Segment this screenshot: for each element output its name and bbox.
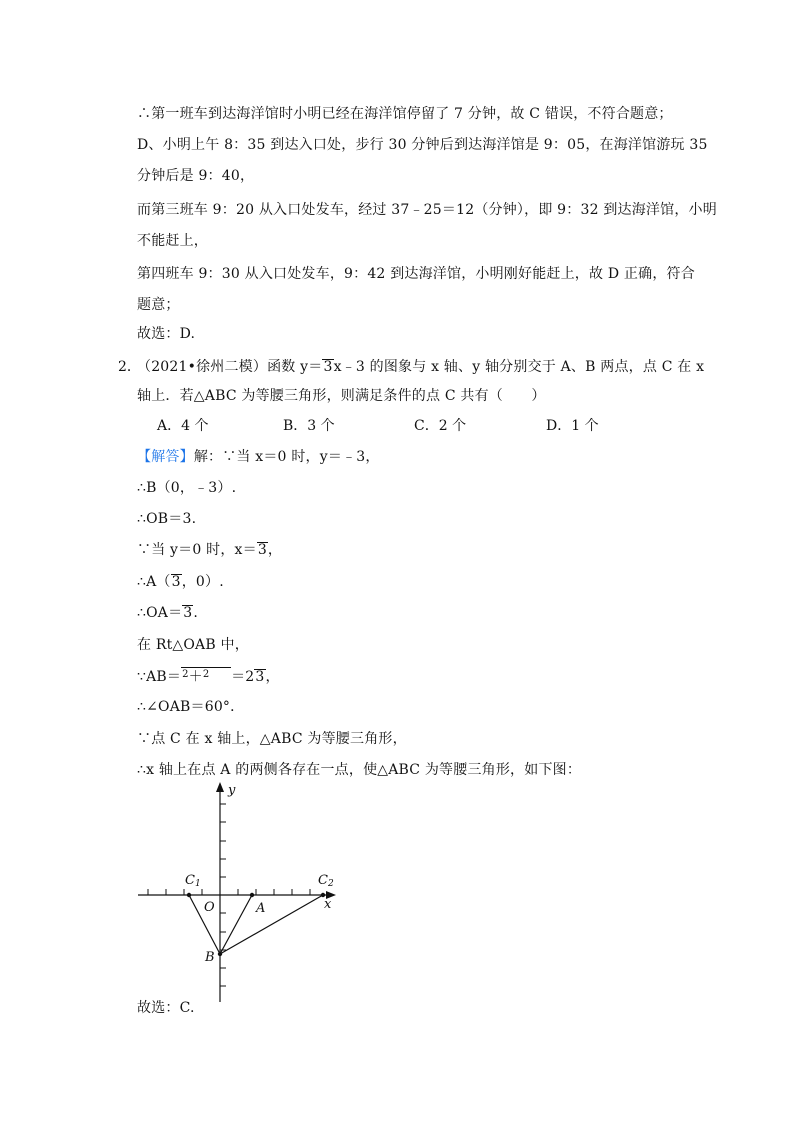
solution-text: 解：∵当 x＝0 时，y＝﹣3， <box>193 449 380 465</box>
solution-line: ∴B（0，﹣3）. <box>137 480 237 496</box>
superscript: 2 <box>182 669 189 680</box>
option-b: B．3 个 <box>283 418 335 434</box>
option-d: D．1 个 <box>546 418 599 434</box>
solution-line: ∵点 C 在 x 轴上，△ABC 为等腰三角形， <box>137 731 407 747</box>
text-line: D、小明上午 8：35 到达入口处，步行 30 分钟后到达海洋馆是 9：05，在海洋馆游玩 35 <box>137 137 708 153</box>
sqrt-expression <box>181 667 231 684</box>
label-b: B <box>205 950 215 965</box>
text-line: 故选：D. <box>137 326 196 342</box>
sqrt-value: 3 <box>183 605 193 621</box>
text-line: 题意； <box>137 297 180 313</box>
solution-text: ，0）. <box>181 574 224 590</box>
text-line: 第四班车 9：30 从入口处发车，9：42 到达海洋馆，小明刚好能赶上，故 D 正确，符合 <box>137 266 695 282</box>
label-y: y <box>228 783 236 798</box>
solution-text: ＝2 <box>231 669 255 685</box>
label-a: A <box>256 901 266 916</box>
y-axis-arrow <box>216 782 224 792</box>
label-o: O <box>204 900 215 915</box>
stem-part: （2021•徐州二模）函数 y＝ <box>137 359 323 375</box>
option-a: A．4 个 <box>157 418 209 434</box>
sqrt-value: 3 <box>323 359 333 375</box>
final-answer: 故选：C. <box>137 1000 195 1016</box>
solution-line <box>137 604 198 622</box>
solution-line: ∴x 轴上在点 A 的两侧各存在一点，使△ABC 为等腰三角形，如下图： <box>137 762 582 778</box>
x-axis-ticks <box>148 889 310 895</box>
solution-text: ∵当 y＝0 时，x＝ <box>137 542 257 558</box>
plus-sign: ＋ <box>188 669 203 685</box>
solution-line: ∴∠OAB＝60°． <box>137 699 245 715</box>
solution-line: ∴OB＝3. <box>137 511 197 527</box>
superscript: 2 <box>202 669 210 680</box>
stem-part: x﹣3 的图象与 x 轴、y 轴分别交于 A、B 两点，点 C 在 x <box>333 359 705 375</box>
solution-text: ∴OA＝ <box>137 605 183 621</box>
label-c2-letter: C <box>318 873 328 888</box>
option-c: C．2 个 <box>414 418 467 434</box>
label-c2-subscript: 2 <box>327 879 334 889</box>
point-b <box>218 952 222 956</box>
solution-text: . <box>193 605 199 621</box>
label-c2 <box>318 873 334 889</box>
solution-text: ， <box>267 542 283 558</box>
sqrt-value: 3 <box>255 669 265 685</box>
label-x: x <box>324 897 332 912</box>
label-c1-subscript: 1 <box>194 879 201 889</box>
label-c1-letter: C <box>185 873 195 888</box>
solution-line <box>137 448 380 466</box>
text-line: 分钟后是 9：40， <box>137 168 255 184</box>
solution-text: ∵AB＝ <box>137 669 182 685</box>
solution-text: ， <box>265 669 280 685</box>
answer-tag: 【解答】 <box>137 449 194 465</box>
point-c1 <box>187 893 191 897</box>
coordinate-figure <box>132 780 342 1010</box>
solution-line <box>137 541 282 559</box>
solution-line <box>137 667 280 686</box>
question-number: 2． <box>118 359 141 375</box>
text-line: ∴第一班车到达海洋馆时小明已经在海洋馆停留了 7 分钟，故 C 错误，不符合题意； <box>137 106 673 122</box>
label-c1 <box>185 873 201 889</box>
solution-line: 在 Rt△OAB 中， <box>137 637 249 653</box>
text-line: 不能赶上， <box>137 233 208 249</box>
solution-text: ∴A（ <box>137 574 171 590</box>
question-stem <box>137 358 704 376</box>
point-a <box>250 893 254 897</box>
text-line: 而第三班车 9：20 从入口处发车，经过 37﹣25＝12（分钟），即 9：32 到达海洋馆，小明 <box>137 202 717 218</box>
sqrt-value: 3 <box>171 574 181 590</box>
solution-line <box>137 573 224 591</box>
sqrt-value: 3 <box>257 542 267 558</box>
question-stem-continued: 轴上．若△ABC 为等腰三角形，则满足条件的点 C 共有（ ） <box>137 388 546 404</box>
